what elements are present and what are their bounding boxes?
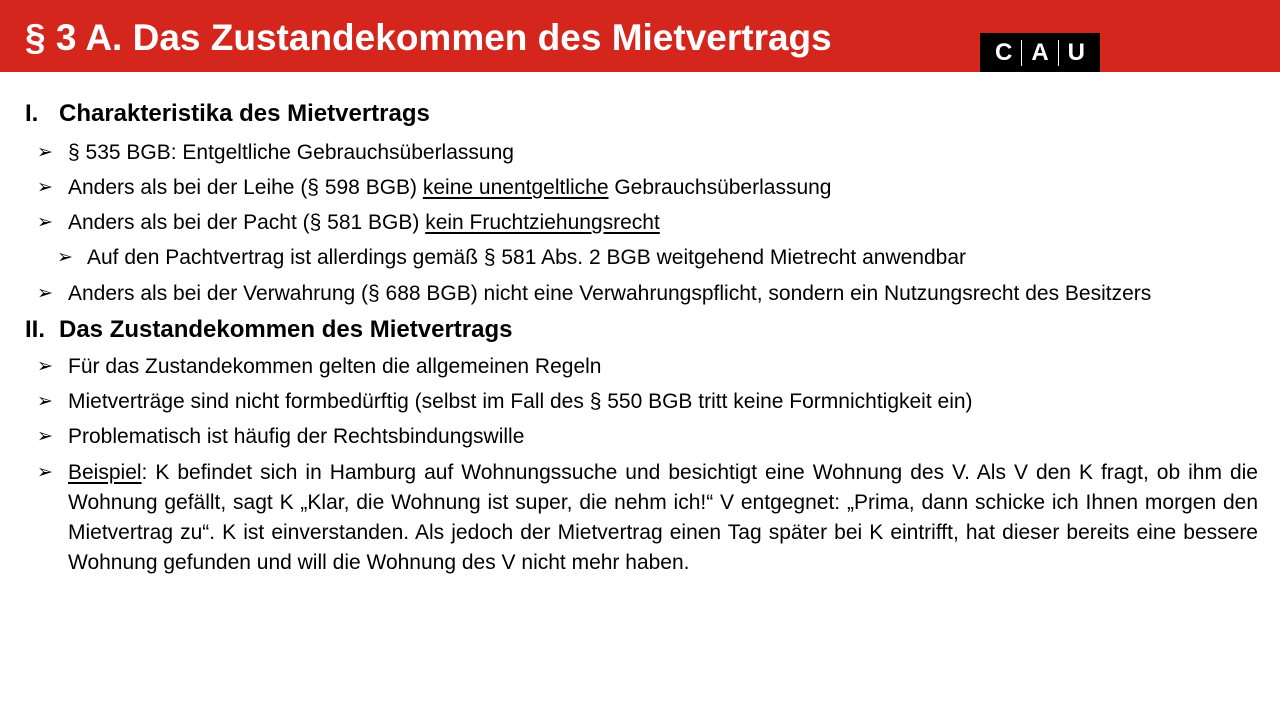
slide-title: § 3 A. Das Zustandekommen des Mietvertrags	[25, 17, 832, 58]
title-bar	[0, 0, 1280, 72]
example-text: : K befindet sich in Hamburg auf Wohnungssuche und besichtigt eine Wohnung des V. Als V den K fragt, ob ihm die Wohnung gefällt, sagt K „Klar, die Wohnung ist super, die nehm ich!“ V entgegnet: „Prima, dann schicke ich Ihnen morgen den Mietvertrag zu“. K ist einverstanden. Als jedoch der Mietvertrag einen Tag später bei K eintrifft, hat dieser bereits eine bessere Wohnung gefunden und will die Wohnung des V nicht mehr haben.	[68, 461, 1258, 574]
arrow-bullet-icon: ➢	[37, 142, 53, 163]
underlined-text: keine unentgeltliche	[422, 176, 609, 199]
list-item-text: Anders als bei der Pacht (§ 581 BGB) kein Fruchtziehungsrecht	[68, 211, 660, 234]
list-item-text: Anders als bei der Verwahrung (§ 688 BGB) nicht eine Verwahrungspflicht, sondern ein Nutzungsrecht des Besitzers	[68, 282, 1152, 305]
arrow-bullet-icon: ➢	[37, 426, 53, 447]
section-2-title: Das Zustandekommen des Mietvertrags	[59, 316, 513, 343]
arrow-bullet-icon: ➢	[37, 356, 53, 377]
underlined-text: kein Fruchtziehungsrecht	[425, 211, 660, 234]
list-item-text: Auf den Pachtvertrag ist allerdings gemäß § 581 Abs. 2 BGB weitgehend Mietrecht anwendbar	[87, 246, 967, 269]
cau-logo	[980, 33, 1100, 72]
list-item-text: Problematisch ist häufig der Rechtsbindungswille	[68, 425, 525, 448]
example-paragraph	[68, 458, 1258, 578]
example-label: Beispiel	[68, 461, 142, 484]
logo-letter-a: A	[1021, 40, 1057, 66]
section-2-number: II.	[25, 316, 46, 343]
arrow-bullet-icon: ➢	[37, 177, 53, 198]
section-1-number: I.	[25, 100, 39, 127]
list-item-text: Anders als bei der Leihe (§ 598 BGB) keine unentgeltliche Gebrauchsüberlassung	[68, 176, 832, 199]
arrow-bullet-icon: ➢	[37, 462, 53, 483]
list-item-text: Für das Zustandekommen gelten die allgemeinen Regeln	[68, 355, 602, 378]
arrow-bullet-icon: ➢	[37, 283, 53, 304]
arrow-bullet-icon: ➢	[57, 247, 73, 268]
list-item-text: Mietverträge sind nicht formbedürftig (selbst im Fall des § 550 BGB tritt keine Formnichtigkeit ein)	[68, 390, 973, 413]
list-item-text: § 535 BGB: Entgeltliche Gebrauchsüberlassung	[68, 141, 514, 164]
logo-letter-u: U	[1058, 40, 1094, 66]
section-1-title: Charakteristika des Mietvertrags	[59, 100, 430, 127]
logo-letter-c: C	[994, 38, 1013, 66]
arrow-bullet-icon: ➢	[37, 212, 53, 233]
arrow-bullet-icon: ➢	[37, 391, 53, 412]
